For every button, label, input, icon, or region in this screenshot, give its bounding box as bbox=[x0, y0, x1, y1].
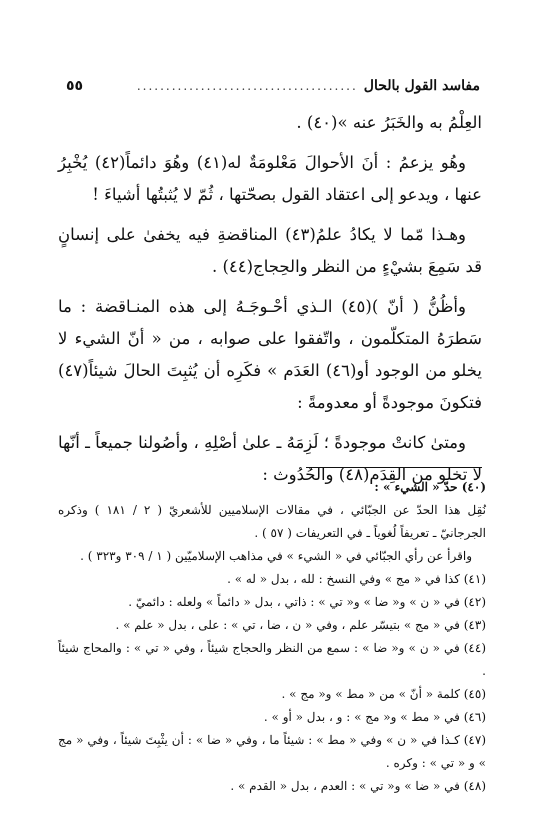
paragraph: وهُو يزعمُ : أنَ الأحوالَ مَعْلومَةٌ له(٤١) وهُوَ دائماً(٤٢) يُخْبِرُ عنها ، ويدعو إلى اعتقاد القول بصحّتها ، ثُمّ لا يُثبتُها أشياءَ ! bbox=[58, 153, 482, 204]
footnote: نُقِل هذا الحدّ عن الجبّائي ، في مقالات الإسلاميين للأشعريّ ( ٢ / ١٨١ ) وذكره الجرجانيّ ـ تعريفاً لُغوياً ـ في التعريفات ( ٥٧ ) . bbox=[58, 503, 487, 540]
page-header bbox=[66, 78, 480, 94]
footnote: (٤٧) كـذا في « ن » وفي « مط » : شيئاً ما ، وفي « ضا » : أن يثْبِتَ شيئاً ، وفي « مج » و « تي » : وكره . bbox=[58, 733, 486, 770]
paragraph: ومتىٰ كانتْ موجودةً ؛ لَزِمَهُ ـ علىٰ أصْلِهِ ، وأصُولنا جميعاً ـ أنّها لا تخلو من القِدَم(٤٨) والحُدُوث : bbox=[58, 433, 482, 484]
running-title: مفاسد القول بالحال bbox=[363, 78, 480, 94]
paragraph: وأظُنُّ ( أنّ )(٤٥) الـذي أحْـوجَـهُ إلى هذه المنـاقضة : ما سَطرَهُ المتكلّمون ، واتّفقوا على صوابه ، من « أنّ الشيء لا يخلو من الوجود أو(٤٦) العَدَم » فكَرِه أن يُثبِتَ الحالَ شيئاً(٤٧) فتكونَ موجودةً أو معدومةً : bbox=[58, 297, 482, 412]
footnote: (٤٢) في « ن » و« ضا » و« تي » : ذاتي ، بدل « دائماً » ولعله : دائميّ . bbox=[128, 595, 486, 609]
footnote: (٤٣) في « مج » بتيسّر علم ، وفي « ن ، ضا ، تي » : على ، بدل « علم » . bbox=[115, 618, 486, 632]
leader-dots: ...................................... bbox=[136, 79, 358, 93]
paragraph: وهـذا مّما لا يكادُ علمُ(٤٣) المناقضةِ فيه يخفىٰ على إنسانٍ قد سَمِعَ بشيْءٍ من النظر والحِجاج(٤٤) . bbox=[58, 225, 482, 276]
page-number: ٥٥ bbox=[66, 78, 84, 94]
main-text bbox=[58, 107, 482, 499]
footnote: (٤٥) كلمة « أنّ » من « مط » و« مج » . bbox=[281, 687, 486, 701]
footnote: (٤٤) في « ن » و« ضا » : سمع من النظر والحجاج شيئاً ، وفي « تي » : والمحاج شيئاً . bbox=[58, 641, 486, 678]
paragraph: العِلْمُ به والخَبَرُ عنه »(٤٠) . bbox=[296, 113, 482, 132]
footnote: واقرأ عن رأي الجبّائي في « الشيء » في مذاهب الإسلاميّين ( ١ / ٣٠٩ و٣٢٣ ) . bbox=[80, 549, 472, 563]
footnote: (٤٠) حدّ « الشيء » : bbox=[374, 480, 486, 494]
footnotes bbox=[58, 476, 486, 798]
footnote-separator bbox=[306, 467, 482, 468]
footnote: (٤٨) في « ضا » و« تي » : العدم ، بدل « القدم » . bbox=[230, 779, 486, 793]
footnote: (٤٦) في « مط » و« مج » : و ، بدل « أو » . bbox=[263, 710, 486, 724]
footnote: (٤١) كذا في « مج » وفي النسخ : لله ، بدل « له » . bbox=[227, 572, 486, 586]
